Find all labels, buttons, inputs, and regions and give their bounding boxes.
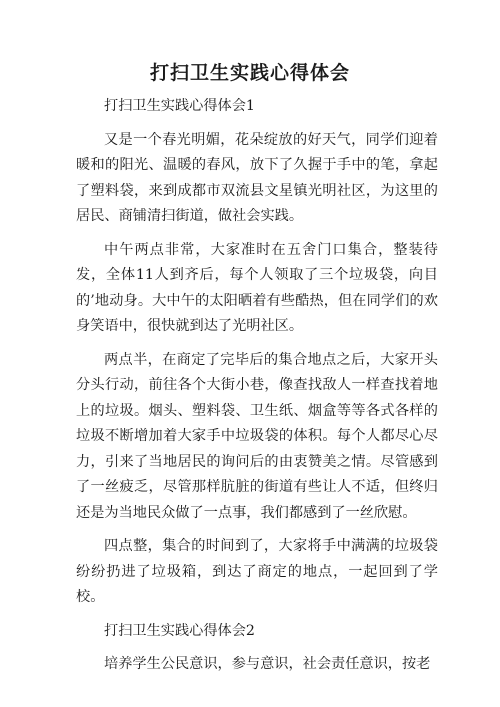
- section-heading: 打扫卫生实践心得体会1: [104, 98, 255, 114]
- paragraph: 中午两点非常，大家准时在五舍门口集合，整装待发，全体11人到齐后，每个人领取了三个垃圾袋，向目的’地动身。大中午的太阳晒着有些酷热，但在同学们的欢身笑语中，很快就到达了光明社区。: [76, 241, 438, 334]
- section-heading: 打扫卫生实践心得体会2: [104, 622, 255, 639]
- paragraph: 培养学生公民意识，参与意识，社会责任意识，按老: [104, 656, 431, 672]
- document-body: [76, 94, 438, 686]
- paragraph: 又是一个春光明媚，花朵绽放的好天气，同学们迎着暖和的阳光、温暖的春风，放下了久握于手中的笔，拿起了塑料袋，来到成都市双流县文星镇光明社区，为这里的居民、商铺清扫街道，做社会实践。: [76, 131, 438, 224]
- paragraph: 两点半，在商定了完毕后的集合地点之后，大家开头分头行动，前往各个大街小巷，像查找敌人一样查找着地上的垃圾。烟头、塑料袋、卫生纸、烟盒等等各式各样的垃圾不断增加着大家手中垃圾袋的体积。每个人都尽心尽力，引来了当地居民的询问后的由衷赞美之情。尽管感到了一丝疲乏，尽管那样肮脏的街道有些让人不适，但终归还是为当地民众做了一点事，我们都感到了一丝欣慰。: [76, 351, 438, 521]
- document-title: 打扫卫生实践心得体会: [149, 62, 350, 84]
- paragraph: 四点整，集合的时间到了，大家将手中满满的垃圾袋纷纷扔进了垃圾箱，到达了商定的地点，一起回到了学校。: [76, 538, 438, 605]
